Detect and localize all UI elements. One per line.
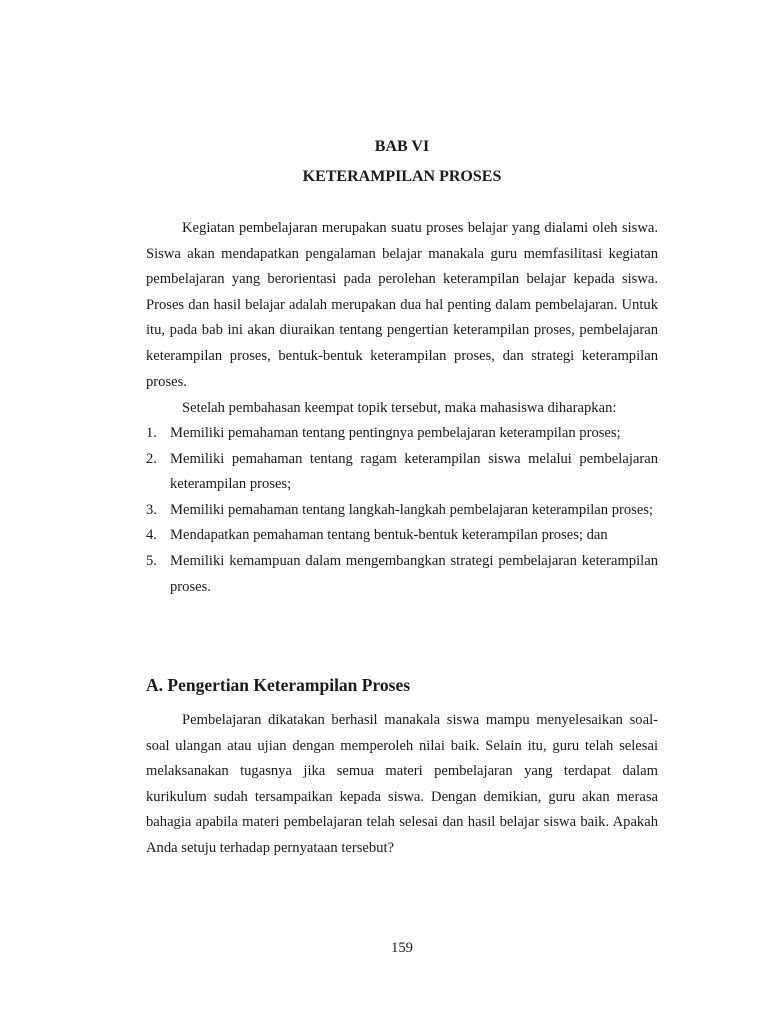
document-page [146, 0, 658, 1024]
objective-number: 3. [146, 501, 157, 518]
intro-paragraph: Kegiatan pembelajaran merupakan suatu proses belajar yang dialami oleh siswa. Siswa akan mendapatkan pengalaman belajar manakala guru memfasilitasi kegiatan pembelajaran yang berorientasi pada perolehan keterampilan belajar kepada siswa. Proses dan hasil belajar adalah merupakan dua hal penting dalam pembelajaran. Untuk itu, pada bab ini akan diuraikan tentang pengertian keterampilan proses, pembelajaran keterampilan proses, bentuk-bentuk keterampilan proses, dan strategi keterampilan proses. [146, 220, 658, 390]
objectives-list [146, 421, 658, 600]
objective-number: 1. [146, 425, 157, 441]
objective-number: 5. [146, 552, 157, 569]
objective-item [146, 498, 658, 524]
objective-item [146, 523, 658, 549]
objective-text: Memiliki pemahaman tentang ragam keterampilan siswa melalui pembelajaran keterampilan proses; [170, 450, 658, 493]
chapter-number: BAB VI [374, 138, 430, 155]
section-heading: A. Pengertian Keterampilan Proses [146, 675, 411, 695]
objective-item [146, 447, 658, 498]
chapter-title: KETERAMPILAN PROSES [302, 168, 502, 185]
objectives-intro: Setelah pembahasan keempat topik tersebut, maka mahasiswa diharapkan: [182, 400, 617, 416]
objective-item [146, 421, 658, 447]
objective-text: Memiliki pemahaman tentang langkah-langkah pembelajaran keterampilan proses; [170, 501, 654, 518]
objective-number: 4. [146, 527, 157, 544]
page-number: 159 [391, 940, 413, 956]
objective-text: Memiliki kemampuan dalam mengembangkan strategi pembelajaran keterampilan proses. [170, 552, 658, 595]
section-paragraph: Pembelajaran dikatakan berhasil manakala siswa mampu menyelesaikan soal-soal ulangan atau ujian dengan memperoleh nilai baik. Selain itu, guru telah selesai melaksanakan tugasnya jika semua materi pembelajaran yang terdapat dalam kurikulum sudah tersampaikan kepada siswa. Dengan demikian, guru akan merasa bahagia apabila materi pembelajaran telah selesai dan hasil belajar siswa baik. Apakah Anda setuju terhadap pernyataan tersebut? [146, 712, 658, 856]
objective-text: Mendapatkan pemahaman tentang bentuk-bentuk keterampilan proses; dan [170, 527, 608, 544]
objective-number: 2. [146, 450, 157, 467]
objective-text: Memiliki pemahaman tentang pentingnya pembelajaran keterampilan proses; [170, 425, 621, 441]
objective-item [146, 549, 658, 600]
